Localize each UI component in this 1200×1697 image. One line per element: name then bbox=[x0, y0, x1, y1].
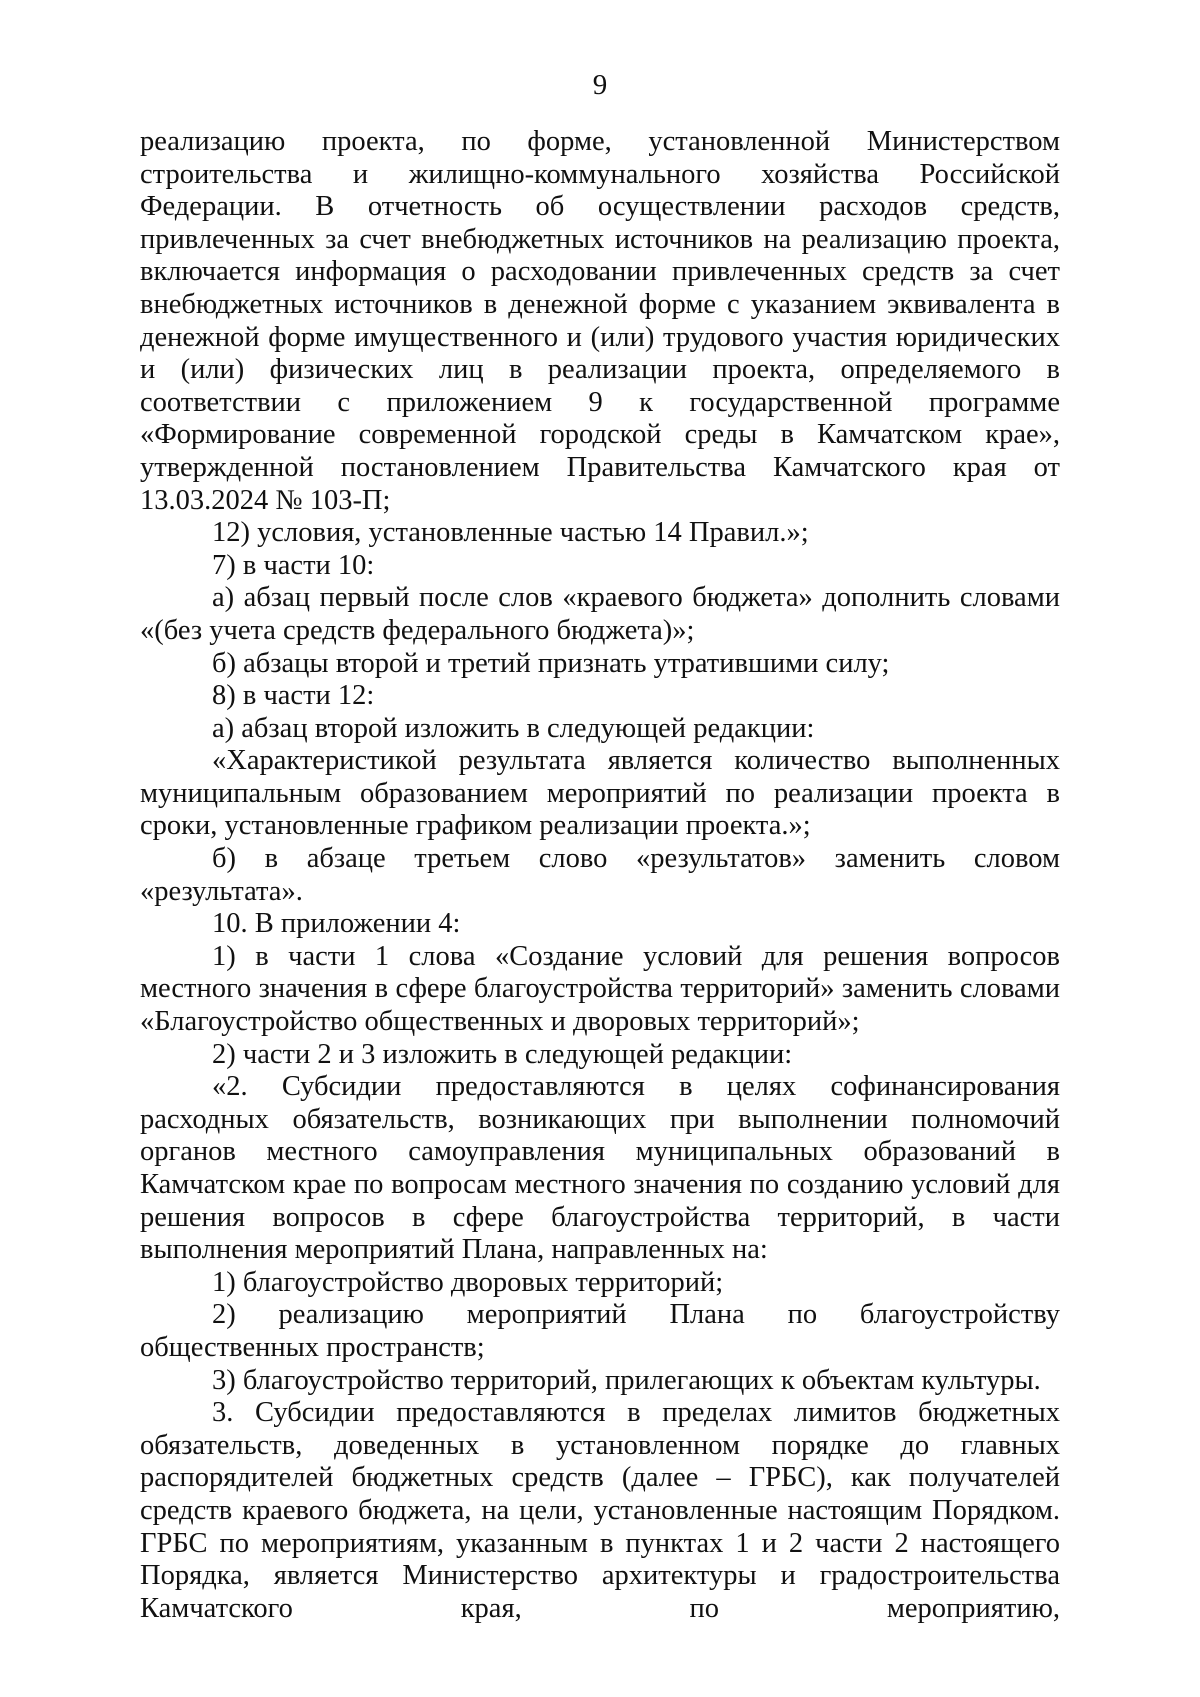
paragraph: «Характеристикой результата является количество выполненных муниципальным образованием мероприятий по реализации проекта в сроки, установленные графиком реализации проекта.»; bbox=[140, 745, 1060, 842]
paragraph: б) в абзаце третьем слово «результатов» заменить словом «результата». bbox=[140, 843, 1060, 907]
paragraph: 7) в части 10: bbox=[212, 549, 375, 581]
page-number: 9 bbox=[592, 69, 608, 101]
paragraph: 3) благоустройство территорий, прилегающих к объектам культуры. bbox=[212, 1364, 1041, 1396]
paragraph: 2) реализацию мероприятий Плана по благоустройству общественных пространств; bbox=[140, 1299, 1060, 1363]
paragraph: «2. Субсидии предоставляются в целях софинансирования расходных обязательств, возникающих при выполнении полномочий органов местного самоуправления муниципальных образований в Камчатском крае по вопросам местного значения по созданию условий для решения вопросов в сфере благоустройства территорий, в части выполнения мероприятий Плана, направленных на: bbox=[140, 1071, 1060, 1266]
paragraph: 10. В приложении 4: bbox=[212, 908, 461, 940]
paragraph: реализацию проекта, по форме, установленной Министерством строительства и жилищно-коммунального хозяйства Российской Федерации. В отчетность об осуществлении расходов средств, привлеченных за счет внебюджетных источников на реализацию проекта, включается информация о расходовании привлеченных средств за счет внебюджетных источников в денежной форме с указанием эквивалента в денежной форме имущественного и (или) трудового участия юридических и (или) физических лиц в реализации проекта, определяемого в соответствии с приложением 9 к государственной программе «Формирование современной городской среды в Камчатском крае», утвержденной постановлением Правительства Камчатского края от 13.03.2024 № 103-П; bbox=[140, 126, 1060, 516]
paragraph: 1) благоустройство дворовых территорий; bbox=[212, 1266, 724, 1298]
document-body bbox=[140, 126, 1060, 1625]
paragraph: 8) в части 12: bbox=[212, 680, 375, 712]
paragraph: 1) в части 1 слова «Создание условий для решения вопросов местного значения в сфере благоустройства территорий» заменить словами «Благоустройство общественных и дворовых территорий»; bbox=[140, 940, 1060, 1038]
paragraph: б) абзацы второй и третий признать утратившими силу; bbox=[212, 647, 890, 679]
paragraph: 3. Субсидии предоставляются в пределах лимитов бюджетных обязательств, доведенных в установленном порядке до главных распорядителей бюджетных средств (далее – ГРБС), как получателей средств краевого бюджета, на цели, установленные настоящим Порядком. ГРБС по мероприятиям, указанным в пунктах 1 и 2 части 2 настоящего Порядка, является Министерство архитектуры и градостроительства Камчатского края, по мероприятию, bbox=[140, 1397, 1060, 1624]
paragraph: а) абзац первый после слов «краевого бюджета» дополнить словами «(без учета средств федерального бюджета)»; bbox=[140, 582, 1060, 646]
paragraph: 2) части 2 и 3 изложить в следующей редакции: bbox=[212, 1038, 793, 1070]
paragraph: а) абзац второй изложить в следующей редакции: bbox=[212, 712, 815, 744]
paragraph: 12) условия, установленные частью 14 Правил.»; bbox=[212, 517, 809, 549]
